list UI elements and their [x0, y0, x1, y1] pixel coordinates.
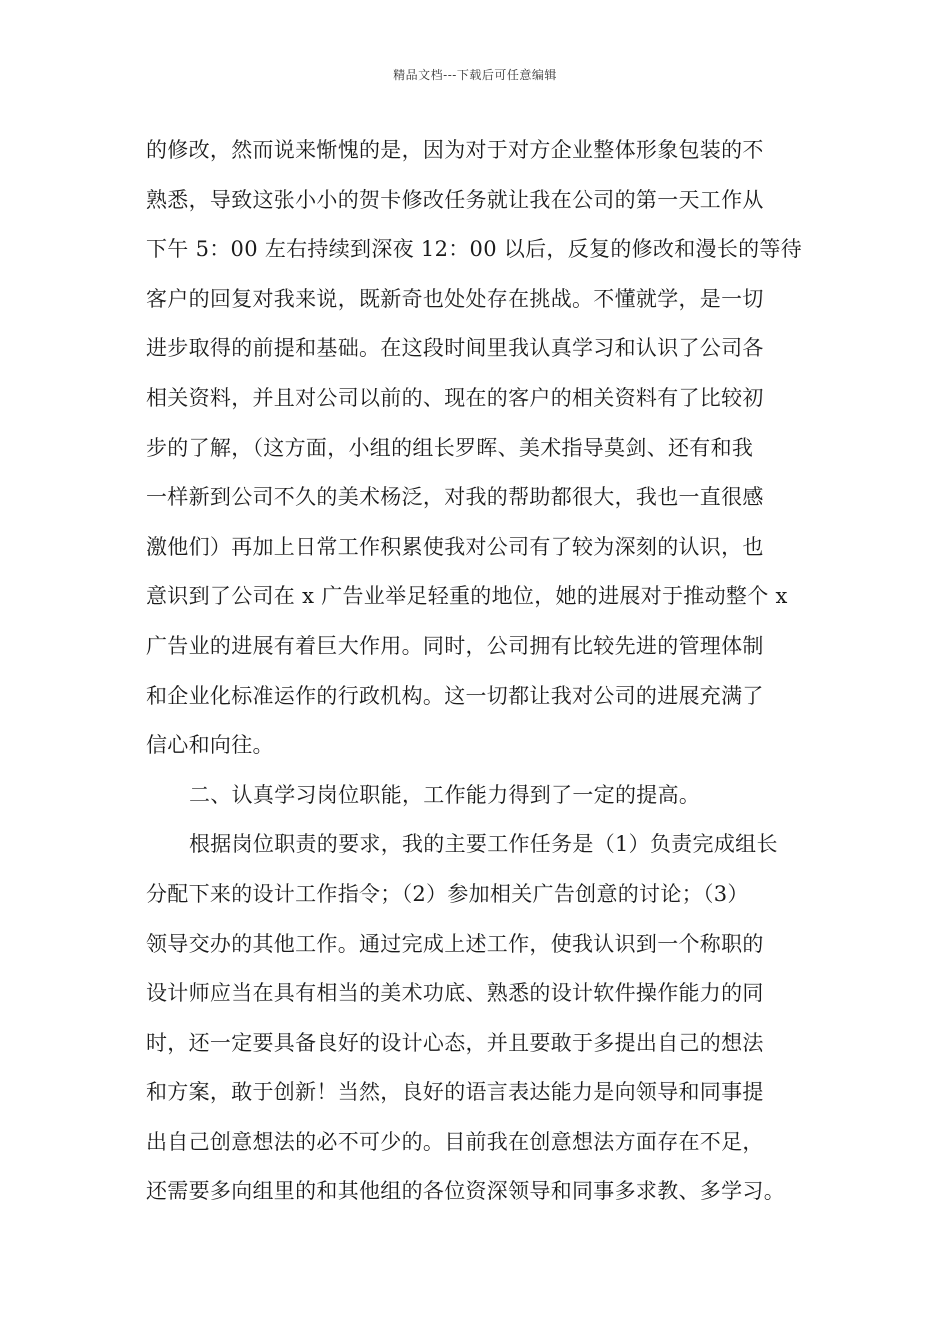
text-line: 分配下来的设计工作指令；（2）参加相关广告创意的讨论；（3） — [146, 881, 749, 906]
text-line: 相关资料，并且对公司以前的、现在的客户的相关资料有了比较初 — [146, 385, 764, 410]
text-line: 的修改，然而说来惭愧的是，因为对于对方企业整体形象包装的不 — [146, 138, 764, 162]
text-line: 时，还一定要具备良好的设计心态，并且要敢于多提出自己的想法 — [146, 1030, 764, 1055]
page-header: 精品文档---下载后可任意编辑 — [393, 68, 557, 82]
section-heading: 二、认真学习岗位职能，工作能力得到了一定的提高。 — [189, 782, 701, 807]
text-line: 意识到了公司在 x 广告业举足轻重的地位，她的进展对于推动整个 x — [146, 584, 788, 609]
text-line: 领导交办的其他工作。通过完成上述工作，使我认识到一个称职的 — [146, 931, 764, 956]
text-line: 设计师应当在具有相当的美术功底、熟悉的设计软件操作能力的同 — [146, 981, 764, 1006]
text-line: 步的了解，（这方面，小组的组长罗晖、美术指导莫剑、还有和我 — [146, 435, 754, 460]
text-line: 和方案，敢于创新！当然，良好的语言表达能力是向领导和同事提 — [146, 1080, 764, 1105]
text-line: 客户的回复对我来说，既新奇也处处存在挑战。不懂就学，是一切 — [146, 286, 764, 311]
text-line: 还需要多向组里的和其他组的各位资深领导和同事多求教、多学习。 — [146, 1179, 785, 1204]
text-line: 广告业的进展有着巨大作用。同时，公司拥有比较先进的管理体制 — [146, 633, 764, 658]
text-line: 和企业化标准运作的行政机构。这一切都让我对公司的进展充满了 — [146, 683, 764, 708]
text-line: 进步取得的前提和基础。在这段时间里我认真学习和认识了公司各 — [146, 336, 764, 361]
text-line: 下午 5：00 左右持续到深夜 12：00 以后，反复的修改和漫长的等待 — [146, 237, 803, 262]
document-body — [146, 126, 826, 1217]
text-line: 一样新到公司不久的美术杨泛，对我的帮助都很大，我也一直很感 — [146, 485, 764, 510]
text-line: 熟悉，导致这张小小的贺卡修改任务就让我在公司的第一天工作从 — [146, 187, 764, 212]
text-line: 出自己创意想法的必不可少的。目前我在创意想法方面存在不足， — [146, 1129, 764, 1154]
text-line: 激他们）再加上日常工作积累使我对公司有了较为深刻的认识，也 — [146, 534, 764, 559]
text-line: 信心和向往。 — [146, 733, 274, 758]
paragraph-start-line: 根据岗位职责的要求，我的主要工作任务是（1）负责完成组长 — [189, 832, 778, 857]
